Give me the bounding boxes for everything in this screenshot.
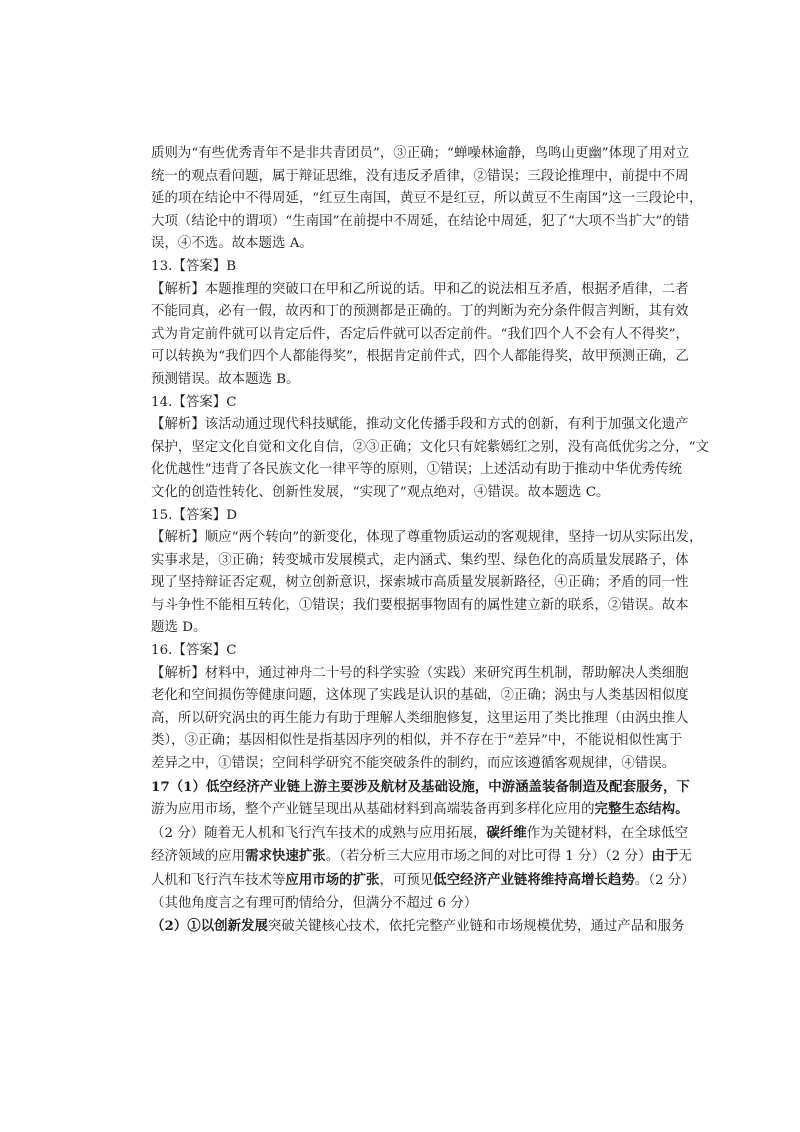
question-17-line: [151, 869, 695, 893]
analysis-14-line: 文化的创造性转化、创新性发展，“实现了”观点绝对，④错误。故本题选 C。: [151, 484, 610, 500]
analysis-14-line: 【解析】该活动通过现代科技赋能，推动文化传播手段和方式的创新，有利于加强文化遗产: [151, 417, 689, 433]
text-line: 延的项在结论中不得周延，“红豆生南国，黄豆不是红豆，所以黄豆不生南国”这一三段论中，: [151, 191, 703, 207]
analysis-13-line: 预测错误。故本题选 B。: [151, 371, 300, 387]
text-run: 。（若分析三大应用市场之间的对比可得 1 分）（2 分）: [325, 849, 652, 865]
bold-keyword: 低空经济产业链将维持高增长趋势: [433, 872, 635, 888]
analysis-15-line: 【解析】顺应“两个转向”的新变化，体现了尊重物质运动的客观规律，坚持一切从实际出发，: [151, 530, 703, 546]
answer-13-heading: 13.【答案】B: [151, 258, 237, 274]
bold-keyword: 需求快速扩张: [245, 848, 326, 865]
analysis-16-line: 差异之中，①错误；空间科学研究不能突破条件的制约，而应该遵循客观规律，④错误。: [151, 756, 676, 772]
analysis-15-line: 与斗争性不能相互转化，①错误；我们要根据事物固有的属性建立新的联系，②错误。故本: [151, 597, 689, 613]
text-line: 统一的观点看问题，属于辩证思维，没有违反矛盾律，②错误；三段论推理中，前提中不周: [151, 168, 689, 184]
analysis-16-line: 老化和空间损伤等健康问题，这体现了实践是认识的基础，②正确；涡虫与人类基因相似度: [151, 688, 689, 704]
text-run: ，可预见: [379, 873, 434, 888]
question-17-line: 17（1）低空经济产业链上游主要涉及航材及基础设施，中游涵盖装备制造及配套服务，下: [151, 778, 690, 795]
answer-14-heading: 14.【答案】C: [151, 394, 237, 410]
analysis-15-line: 实事求是，③正确；转变城市发展模式，走内涵式、集约型、绿色化的高质量发展路子，体: [151, 552, 689, 568]
analysis-14-line: 化优越性”违背了各民族文化一律平等的原则，①错误；上述活动有助于推动中华优秀传统: [151, 462, 683, 478]
question-17-line: [151, 798, 689, 822]
bold-keyword: 应用市场的扩张: [285, 872, 380, 888]
analysis-13-line: 可以转换为“我们四个人都能得奖”，根据肯定前件式，四个人都能得奖，故甲预测正确，乙: [151, 349, 689, 365]
answer-text-body: [151, 143, 709, 939]
bold-keyword: 碳纤维: [486, 824, 527, 841]
analysis-13-line: 式为肯定前件就可以肯定后件，否定后件就可以否定前件。“我们四个人不会有人不得奖”，: [151, 326, 689, 342]
text-line: 误，④不选。故本题选 A。: [151, 236, 313, 252]
bold-keyword: （2）①以: [151, 918, 215, 935]
answer-16-heading: 16.【答案】C: [151, 643, 237, 659]
text-line: 质则为“有些优秀青年不是非共青团员”，③正确；“蝉噪林逾静，鸟鸣山更幽”体现了用对立: [151, 146, 690, 161]
analysis-15-line: 现了坚持辩证否定观，树立创新意识，探索城市高质量发展新路径，④正确；矛盾的同一性: [151, 575, 689, 591]
bold-keyword: 完整生态结构。: [594, 801, 689, 818]
question-17-line: [151, 915, 685, 939]
text-run: 游为应用市场，整个产业链呈现出从基础材料到高端装备再到多样化应用的: [151, 802, 595, 818]
analysis-16-line: 【解析】材料中，通过神舟二十号的科学实验（实践）来研究再生机制，帮助解决人类细胞: [151, 665, 689, 681]
analysis-15-line: 题选 D。: [151, 620, 207, 636]
text-line: 大项（结论中的谓项）“生南国”在前提中不周延，在结论中周延，犯了“大项不当扩大”的错: [151, 213, 690, 229]
text-run: 突破关键核心技术，依托完整产业链和市场规模优势，通过产品和服务: [267, 919, 685, 935]
bold-keyword: 由于: [651, 848, 679, 865]
analysis-16-line: 类），③正确；基因相似性是指基因序列的相似，并不存在于“差异”中，不能说相似性寓于: [151, 733, 683, 749]
question-17-note: （其他角度言之有理可酌情给分，但满分不超过 6 分）: [151, 895, 478, 911]
text-run: 经济领域的应用: [151, 849, 246, 865]
analysis-16-line: 高，所以研究涡虫的再生能力有助于理解人类细胞修复，这里运用了类比推理（由涡虫推人: [151, 710, 689, 726]
text-run: 。（2 分）: [634, 873, 695, 888]
analysis-13-line: 【解析】本题推理的突破口在甲和乙所说的话。甲和乙的说法相互矛盾，根据矛盾律，二者: [151, 281, 689, 297]
text-run: 人机和飞行汽车技术等: [151, 873, 286, 888]
answer-15-heading: 15.【答案】D: [151, 507, 237, 523]
analysis-13-line: 不能同真，必有一假，故丙和丁的预测都是正确的。丁的判断为充分条件假言判断，其有效: [151, 304, 689, 320]
analysis-14-line: 保护，坚定文化自觉和文化自信，②③正确；文化只有姹紫嫣红之别，没有高低优劣之分，“文: [151, 439, 709, 455]
bold-keyword: 创新发展: [214, 918, 268, 935]
text-run: （2 分）随着无人机和飞行汽车技术的成熟与应用拓展，: [151, 825, 487, 841]
question-17-line: [151, 845, 692, 869]
text-run: 作为关键材料，在全球低空: [526, 825, 689, 841]
text-run: 无: [678, 849, 692, 865]
question-17-line: [151, 822, 689, 846]
